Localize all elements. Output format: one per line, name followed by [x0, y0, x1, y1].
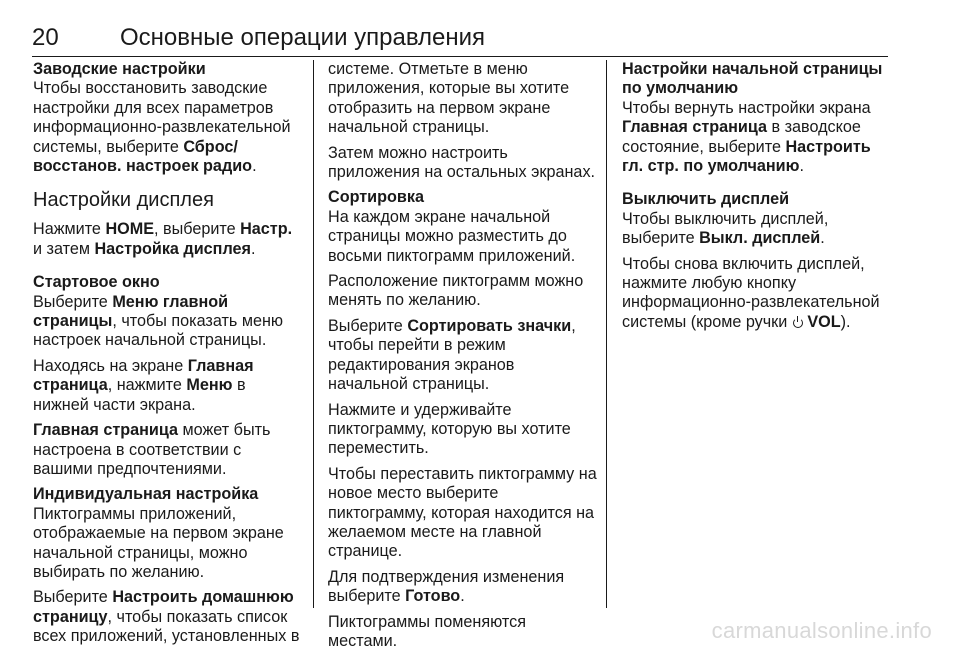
column-1: [33, 60, 303, 653]
paragraph: системе. Отметьте в меню приложения, которые вы хотите отобразить на первом экране начальной страницы.: [328, 60, 570, 137]
paragraph: Пиктограммы приложений, отображаемые на первом экране начальной страницы, можно выбирать по желанию.: [33, 504, 284, 581]
section-heading: Выключить дисплей: [622, 190, 790, 209]
section-heading: Сортировка: [328, 188, 424, 207]
paragraph: Для подтверждения изменения выберите Готово.: [328, 567, 565, 606]
section-heading: Настройки начальной страницы по умолчанию: [622, 60, 883, 98]
paragraph: Чтобы снова включить дисплей, нажмите любую кнопку информационно-развлекательной системы (кроме ручки VOL).: [622, 254, 880, 331]
section-heading: Стартовое окно: [33, 273, 160, 292]
paragraph: Расположение пиктограмм можно менять по желанию.: [328, 272, 584, 310]
section-heading: Заводские настройки: [33, 60, 206, 78]
paragraph: Затем можно настроить приложения на остальных экранах.: [328, 143, 596, 182]
column-divider: [313, 60, 314, 608]
paragraph: Выберите Меню главной страницы, чтобы показать меню настроек начальной страницы.: [33, 292, 284, 350]
paragraph: Чтобы вернуть настройки экрана Главная страница в заводское состояние, выберите Настроить гл. стр. по умолчанию.: [622, 98, 871, 176]
paragraph: Чтобы переставить пиктограмму на новое место выберите пиктограмму, которая находится на желаемом месте на главной странице.: [328, 464, 597, 561]
paragraph: Нажмите HOME, выберите Настр. и затем Настройка дисплея.: [33, 220, 293, 258]
paragraph: На каждом экране начальной страницы можно разместить до восьми пиктограмм приложений.: [328, 207, 576, 265]
paragraph: Выберите Сортировать значки, чтобы перейти в режим редактирования экранов начальной страницы.: [328, 316, 576, 394]
watermark: carmanualsonline.info: [711, 618, 932, 643]
paragraph: Нажмите и удерживайте пиктограмму, которую вы хотите переместить.: [328, 400, 571, 458]
paragraph: Чтобы выключить дисплей, выберите Выкл. дисплей.: [622, 209, 829, 248]
chapter-heading: Настройки дисплея: [33, 189, 214, 212]
column-2: [328, 60, 598, 657]
column-divider: [606, 60, 607, 608]
paragraph: Главная страница может быть настроена в соответствии с вашими предпочтениями.: [33, 421, 271, 478]
page-number: 20: [32, 24, 59, 51]
paragraph: Выберите Настроить домашнюю страницу, чтобы показать список всех приложений, установленных в: [33, 588, 300, 646]
paragraph: Пиктограммы поменяются местами.: [328, 612, 526, 650]
page-title: Основные операции управления: [120, 24, 486, 51]
paragraph: Находясь на экране Главная страница, нажмите Меню в нижней части экрана.: [33, 356, 254, 414]
section-heading: Индивидуальная настройка: [33, 485, 259, 504]
paragraph: Чтобы восстановить заводские настройки для всех параметров информационно-развлекательной системы, выберите Сброс/ восстанов. настроек радио.: [33, 79, 291, 176]
page-header: [32, 22, 888, 57]
power-icon: [792, 316, 803, 328]
column-3: [622, 60, 892, 338]
